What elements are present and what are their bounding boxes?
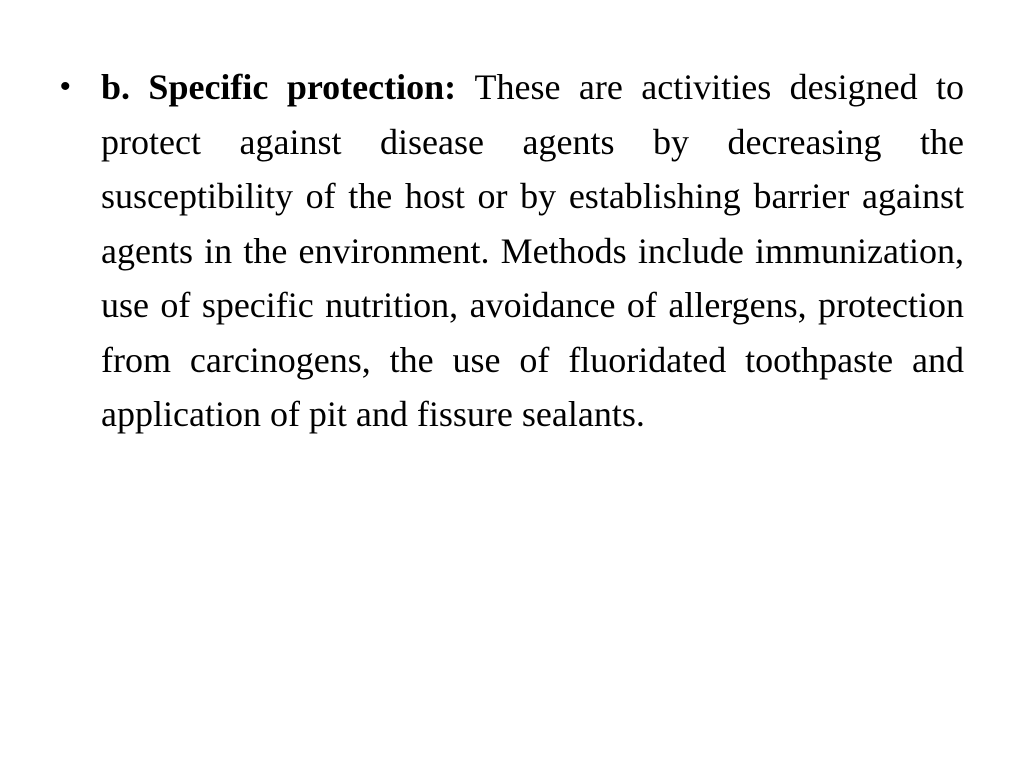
slide-content: [60, 60, 964, 442]
bullet-item: [60, 60, 964, 442]
bullet-icon: •: [60, 70, 71, 103]
bullet-heading: b. Specific protection:: [101, 67, 475, 107]
bullet-body-text: These are activities designed to protect against disease agents by decreasing the susceptibility of the host or by establishing barrier against agents in the environment. Methods include immunization, use of specific nutrition, avoidance of allergens, protection from carcinogens, the use of fluoridated toothpaste and application of pit and fissure sealants.: [101, 67, 965, 434]
bullet-list: [60, 60, 964, 442]
